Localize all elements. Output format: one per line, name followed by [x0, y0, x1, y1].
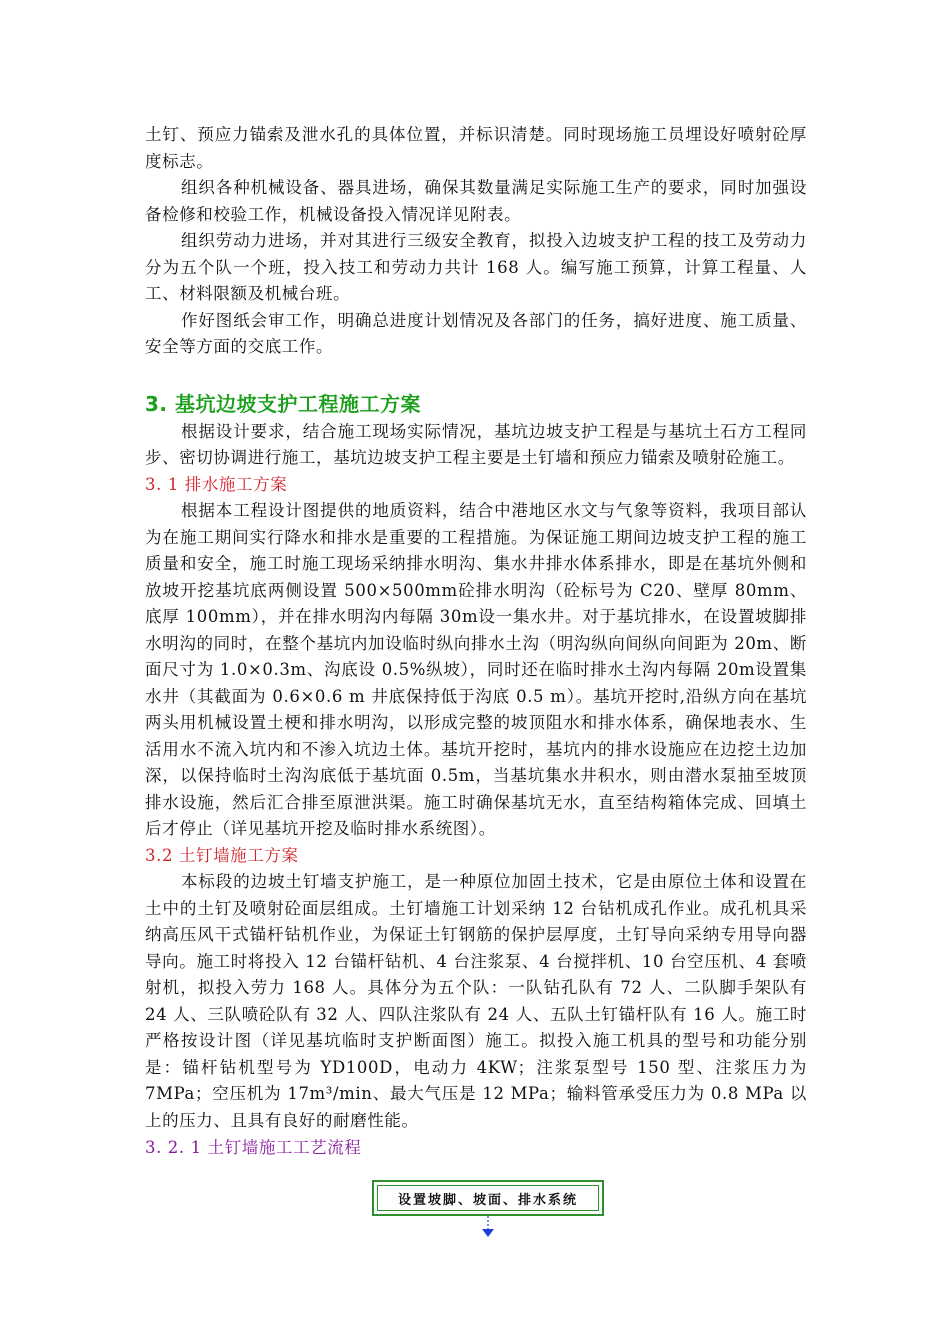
- paragraph: 作好图纸会审工作，明确总进度计划情况及各部门的任务，搞好进度、施工质量、安全等方面的交底工作。: [145, 310, 807, 356]
- flowchart-step-box: [372, 1180, 604, 1216]
- paragraph: 根据本工程设计图提供的地质资料，结合中港地区水文与气象等资料，我项目部认为在施工期间实行降水和排水是重要的工程措施。为保证施工期间边坡支护工程的施工质量和安全，施工时施工现场采纳排水明沟、集水井排水体系排水，即是在基坑外侧和放坡开挖基坑底两侧设置 500×500mm砼排水明沟（砼标号为 C20、壁厚 80mm、底厚 100mm），并在排水明沟内每隔 30m设一集水井。对于基坑排水，在设置坡脚排水明沟的同时，在整个基坑内加设临时纵向排水土沟（明沟纵向间纵向间距为 20m、断面尺寸为 1.0×0.3m、沟底设 0.5%纵坡），同时还在临时排水土沟内每隔 20m设置集水井（其截面为 0.6×0.6 m 井底保持低于沟底 0.5 m）。基坑开挖时,沿纵方向在基坑两头用机械设置土梗和排水明沟，以形成完整的坡顶阻水和排水体系，确保地表水、生活用水不流入坑内和不渗入坑边土体。基坑开挖时，基坑内的排水设施应在边挖土边加深，以保持临时土沟沟底低于基坑面 0.5m，当基坑集水井积水，则由潜水泵抽至坡顶排水设施，然后汇合排至原泄洪渠。施工时确保基坑无水，直至结构箱体完成、回填土后才停止（详见基坑开挖及临时排水系统图）。: [145, 501, 807, 838]
- paragraph: 根据设计要求，结合施工现场实际情况，基坑边坡支护工程是与基坑土石方工程同步、密切协调进行施工，基坑边坡支护工程主要是土钉墙和预应力锚索及喷射砼施工。: [145, 421, 807, 467]
- section-heading: 3. 基坑边坡支护工程施工方案: [145, 391, 421, 416]
- subsubsection-heading: 3. 2. 1 土钉墙施工工艺流程: [145, 1138, 362, 1157]
- paragraph: 土钉、预应力锚索及泄水孔的具体位置，并标识清楚。同时现场施工员埋设好喷射砼厚度标志。: [145, 125, 807, 171]
- subsection-heading: 3. 1 排水施工方案: [145, 474, 288, 494]
- spacer: [145, 361, 807, 389]
- flow-arrow-down-icon: [481, 1216, 495, 1238]
- body-column: [145, 122, 807, 1162]
- paragraph: 本标段的边坡土钉墙支护施工，是一种原位加固土技术，它是由原位土体和设置在土中的土钉及喷射砼面层组成。土钉墙施工计划采纳 12 台钻机成孔作业。成孔机具采纳高压风干式锚杆钻机作业，为保证土钉钢筋的保护层厚度，土钉导向采纳专用导向器导向。施工时将投入 12 台锚杆钻机、4 台注浆泵、4 台搅拌机、10 台空压机、4 套喷射机，拟投入劳力 168 人。具体分为五个队：一队钻孔队有 72 人、二队脚手架队有 24 人、三队喷砼队有 32 人、四队注浆队有 24 人、五队土钉锚杆队有 16 人。施工时严格按设计图（详见基坑临时支护断面图）施工。拟投入施工机具的型号和功能分别是：锚杆钻机型号为 YD100D，电动力 4KW；注浆泵型号 150 型、注浆压力为 7MPa；空压机为 17m³/min、最大气压是 12 MPa；输料管承受压力为 0.8 MPa 以上的压力、且具有良好的耐磨性能。: [145, 872, 807, 1130]
- flowchart-step-label: 设置坡脚、坡面、排水系统: [377, 1185, 599, 1211]
- subsection-heading: 3.2 土钉墙施工方案: [145, 845, 299, 865]
- paragraph: 组织劳动力进场，并对其进行三级安全教育，拟投入边坡支护工程的技工及劳动力分为五个队一个班，投入技工和劳动力共计 168 人。编写施工预算，计算工程量、人工、材料限额及机械台班。: [145, 231, 807, 303]
- paragraph: 组织各种机械设备、器具进场，确保其数量满足实际施工生产的要求，同时加强设备检修和校验工作，机械设备投入情况详见附表。: [145, 178, 807, 224]
